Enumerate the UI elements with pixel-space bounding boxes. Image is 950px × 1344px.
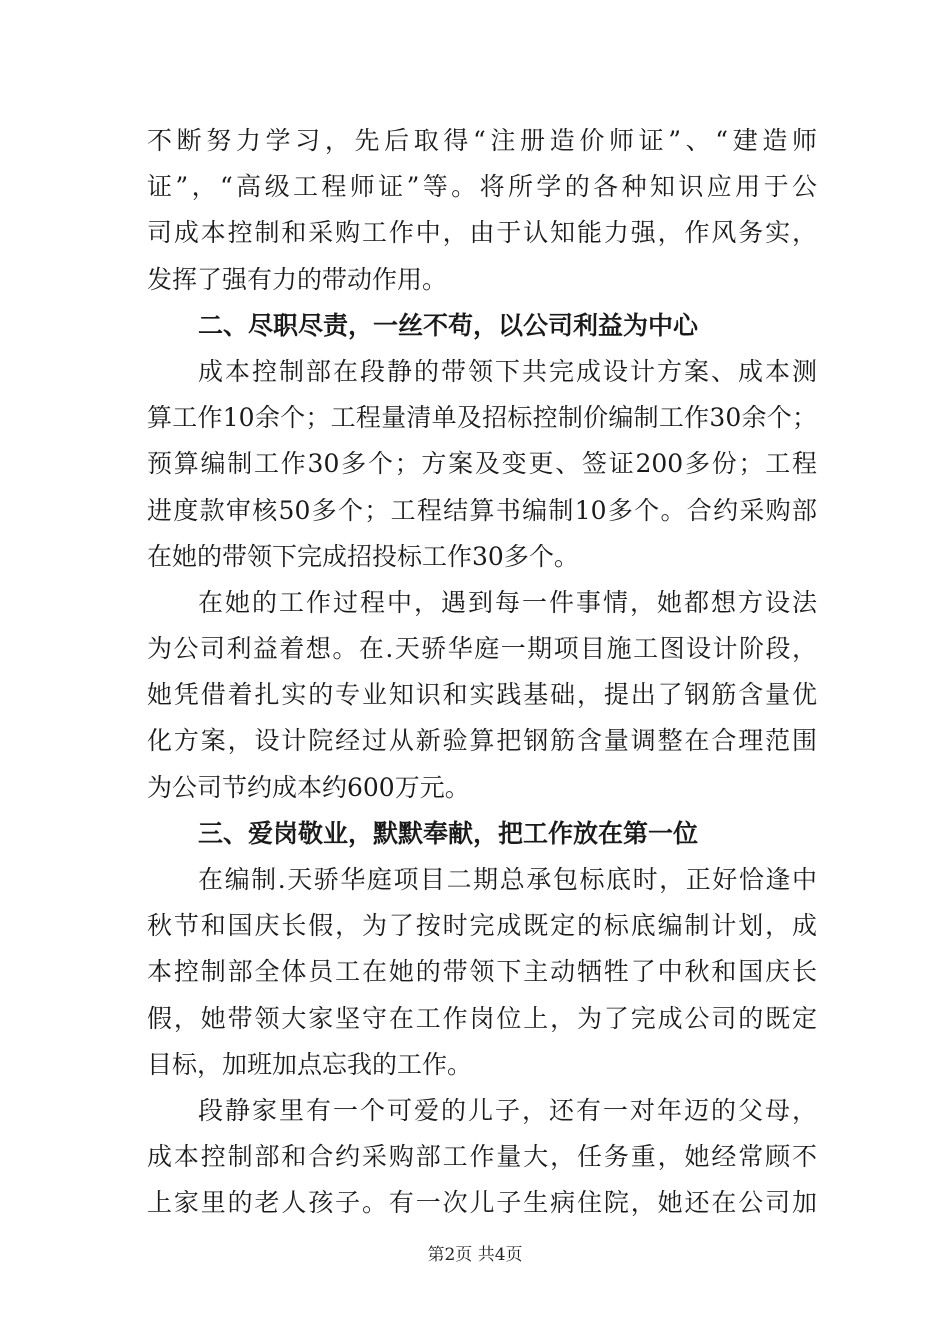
text-line: 发挥了强有力的带动作用。 xyxy=(147,264,448,294)
document-body xyxy=(147,118,817,1227)
text-line: 成本控制部在段静的带领下共完成设计方案、成本测 xyxy=(198,356,817,386)
text-line: 在她的带领下完成招投标工作30多个。 xyxy=(147,541,579,571)
text-line: 本控制部全体员工在她的带领下主动牺牲了中秋和国庆长 xyxy=(147,957,817,987)
text-line: 预算编制工作30多个；方案及变更、签证200多份；工程 xyxy=(147,449,817,479)
section-heading-3: 三、爱岗敬业，默默奉献，把工作放在第一位 xyxy=(198,818,699,848)
text-line: 为公司节约成本约600万元。 xyxy=(147,772,470,802)
text-line: 上家里的老人孩子。有一次儿子生病住院，她还在公司加 xyxy=(147,1188,817,1218)
text-line: 目标，加班加点忘我的工作。 xyxy=(147,1049,473,1079)
text-line: 在她的工作过程中，遇到每一件事情，她都想方设法 xyxy=(198,587,817,617)
text-line: 化方案，设计院经过从新验算把钢筋含量调整在合理范围 xyxy=(147,726,817,756)
text-line: 秋节和国庆长假，为了按时完成既定的标底编制计划，成 xyxy=(147,911,817,941)
text-line: 成本控制部和合约采购部工作量大，任务重，她经常顾不 xyxy=(147,1142,817,1172)
text-line: 为公司利益着想。在.天骄华庭一期项目施工图设计阶段， xyxy=(147,634,817,664)
text-line: 段静家里有一个可爱的儿子，还有一对年迈的父母， xyxy=(198,1095,817,1125)
text-line: 在编制.天骄华庭项目二期总承包标底时，正好恰逢中 xyxy=(198,865,817,894)
text-line: 假，她带领大家坚守在工作岗位上，为了完成公司的既定 xyxy=(147,1003,817,1033)
text-line: 不断努力学习，先后取得“注册造价师证”、“建造师 xyxy=(147,126,817,155)
text-line: 证”，“高级工程师证”等。将所学的各种知识应用于公 xyxy=(147,172,817,202)
text-line: 司成本控制和采购工作中，由于认知能力强，作风务实， xyxy=(147,218,817,248)
section-heading-2: 二、尽职尽责，一丝不苟，以公司利益为中心 xyxy=(198,310,699,340)
page-number: 第2页 共4页 xyxy=(427,1245,523,1265)
text-line: 算工作10余个；工程量清单及招标控制价编制工作30余个； xyxy=(147,403,817,433)
text-line: 她凭借着扎实的专业知识和实践基础，提出了钢筋含量优 xyxy=(147,680,817,710)
text-line: 进度款审核50多个；工程结算书编制10多个。合约采购部 xyxy=(147,495,817,525)
